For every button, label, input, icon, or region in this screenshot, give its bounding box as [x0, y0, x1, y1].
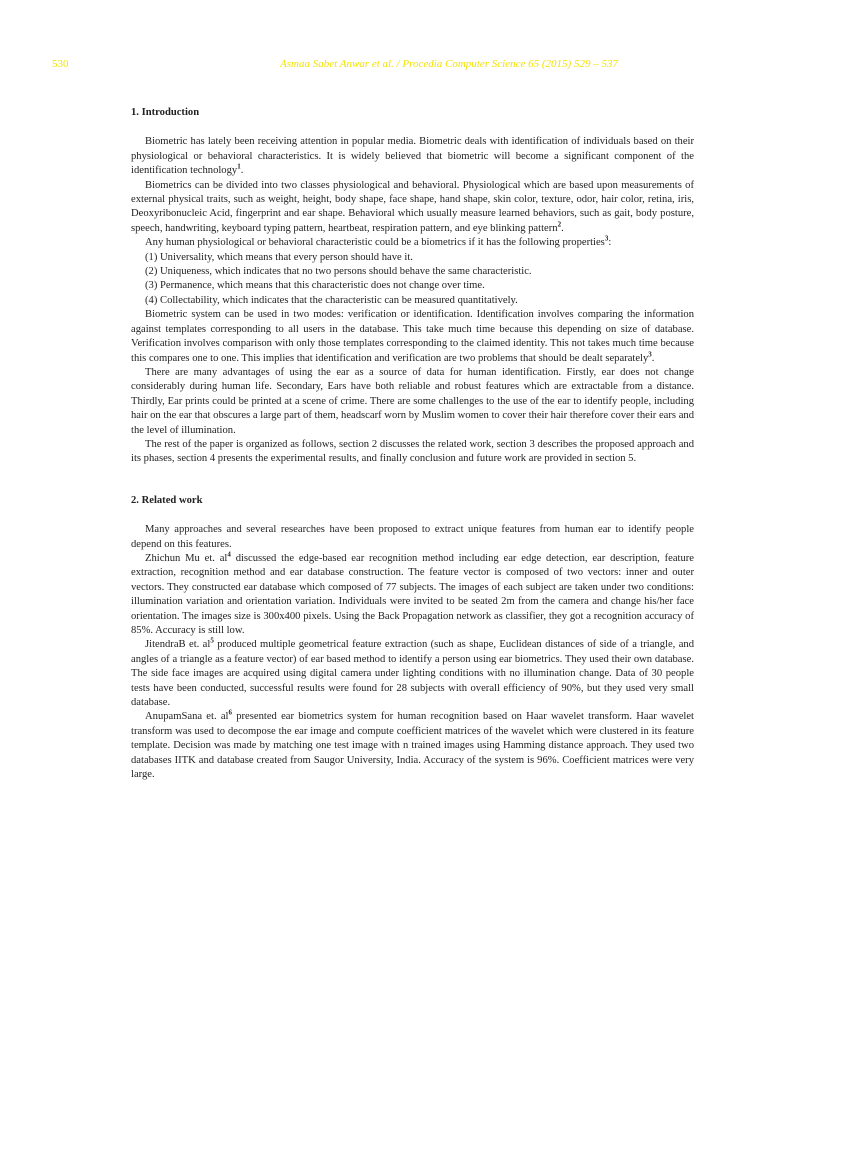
- citation-ref: 2: [557, 220, 562, 229]
- paragraph-text: Biometrics can be divided into two classes physiological and behavioral. Physiological which are based upon measurements of external physical traits, such as weight, height, body shape, face shape, hand shape, skin color, texture, odor, hair color, retina, iris, Deoxyribonucleic Acid, fingerprint and ear shape. Behavioral which usually measure learned behaviors, such as gait, body posture, speech, handwriting, keyboard typing pattern, heartbeat, respiration pattern, and eye blinking pattern: [131, 179, 694, 234]
- running-title: Asmaa Sabet Anwar et al. / Procedia Computer Science 65 (2015) 529 – 537: [280, 58, 618, 70]
- paragraph-lead: AnupamSana et. al: [145, 711, 229, 723]
- paragraph-text: produced multiple geometrical feature extraction (such as shape, Euclidean distances of side of a triangle, and angles of a triangle as a feature vector) of ear based method to identify a person using ear biometrics. They used their own database. The side face images are acquired using digital camera under lighting conditions with no illumination change. Data of 30 people tests have been conducted, successful results were found for 28 subjects with overall efficiency of 90%, but they used very small database.: [131, 639, 694, 709]
- citation-ref: 3: [604, 234, 609, 243]
- paragraph: [131, 710, 694, 782]
- paragraph-lead: JitendraB et. al: [145, 639, 211, 651]
- section-spacer: [131, 467, 694, 494]
- paragraph-text: discussed the edge-based ear recognition method including ear edge detection, ear description, feature extraction, recognition method and ear database construction. The feature vector is composed of two vectors: inner and outer vectors. They constructed ear database which composed of 77 subjects. The images of each subject are taken under two conditions: illumination variation and orientation variation. Individuals were invited to be seated 2m from the camera and change his/her face orientation. The images size is 300x400 pixels. Using the Back Propagation network as classifier, they got a recognition accuracy of 85%. Accuracy is still low.: [131, 552, 694, 636]
- paragraph-text: Any human physiological or behavioral characteristic could be a biometrics if it has the following properties: [145, 237, 605, 249]
- citation-ref: 3: [648, 349, 652, 358]
- paragraph: The rest of the paper is organized as follows, section 2 discusses the related work, section 3 describes the proposed approach and its phases, section 4 presents the experimental results, and finally conclusion and future work are provided in section 5.: [131, 438, 694, 465]
- paragraph: [131, 552, 694, 638]
- section-related-work: [131, 494, 694, 783]
- list-item: (2) Uniqueness, which indicates that no two persons should behave the same characteristic.: [145, 266, 532, 278]
- paragraph-tail: .: [240, 165, 244, 177]
- section-body: [131, 135, 694, 466]
- section-introduction: [131, 106, 694, 467]
- paragraph: Many approaches and several researches have been proposed to extract unique features from human ear to identify people depend on this features.: [131, 524, 694, 550]
- paragraph: [131, 179, 694, 237]
- citation-ref: 1: [237, 162, 241, 171]
- paragraph: [131, 236, 694, 250]
- section-body: [131, 523, 694, 782]
- citation-ref: 6: [228, 708, 232, 717]
- paragraph-text: Biometric has lately been receiving attention in popular media. Biometric deals with identification of individuals based on their physiological or behavioral characteristics. It is widely believed that biometric will become a significant component of the identification technology: [131, 136, 694, 177]
- list-item: (4) Collectability, which indicates that the characteristic can be measured quantitatively.: [145, 294, 518, 306]
- body-content: [131, 106, 694, 782]
- paragraph-lead: Zhichun Mu et. al: [145, 552, 228, 564]
- paragraph: [131, 135, 694, 178]
- paragraph-tail: :: [608, 237, 612, 249]
- section-heading: 1. Introduction: [131, 107, 200, 118]
- paragraph-text: presented ear biometrics system for human recognition based on Haar wavelet transform. Haar wavelet transform was used to decompose the ear image and compute coefficient matrices of the wavelet which were clustered in its feature template. Decision was made by matching one test image with n trained images using Hamming distance approach. They used two databases IITK and database created from Saugor University, India. Accuracy of the system is 96%. Coefficient matrices were very large.: [131, 711, 695, 781]
- list-item: (3) Permanence, which means that this characteristic does not change over time.: [145, 280, 485, 292]
- paragraph-tail: .: [651, 352, 655, 364]
- page-number: 530: [52, 58, 69, 70]
- section-heading: 2. Related work: [131, 494, 203, 506]
- paragraph: [131, 308, 694, 366]
- paragraph-tail: .: [561, 222, 564, 234]
- citation-ref: 4: [227, 550, 231, 559]
- paragraph: [131, 638, 694, 710]
- paragraph: There are many advantages of using the ear as a source of data for human identification. Firstly, ear does not change considerably during human life. Secondary, Ears have both reliable and robust features which are extractable from a distance. Thirdly, Ear prints could be printed at a scene of crime. There are some challenges to the use of the ear to identify people, including hair on the ear that obscures a large part of them, headscarf worn by Muslim women to cover their hair therefore cover their ears and the level of illumination.: [131, 366, 694, 436]
- running-header: [0, 58, 846, 74]
- paragraph-text: Biometric system can be used in two modes: verification or identification. Identification involves comparing the information against templates corresponding to all users in the database. This take much time because this depending on size of database. Verification involves comparison with only those templates corresponding to the claimed identity. This not takes much time because this compares one to one. This implies that identification and verification are two problems that should be dealt separately: [131, 309, 694, 364]
- citation-ref: 5: [210, 636, 214, 645]
- list-item: (1) Universality, which means that every person should have it.: [145, 251, 413, 263]
